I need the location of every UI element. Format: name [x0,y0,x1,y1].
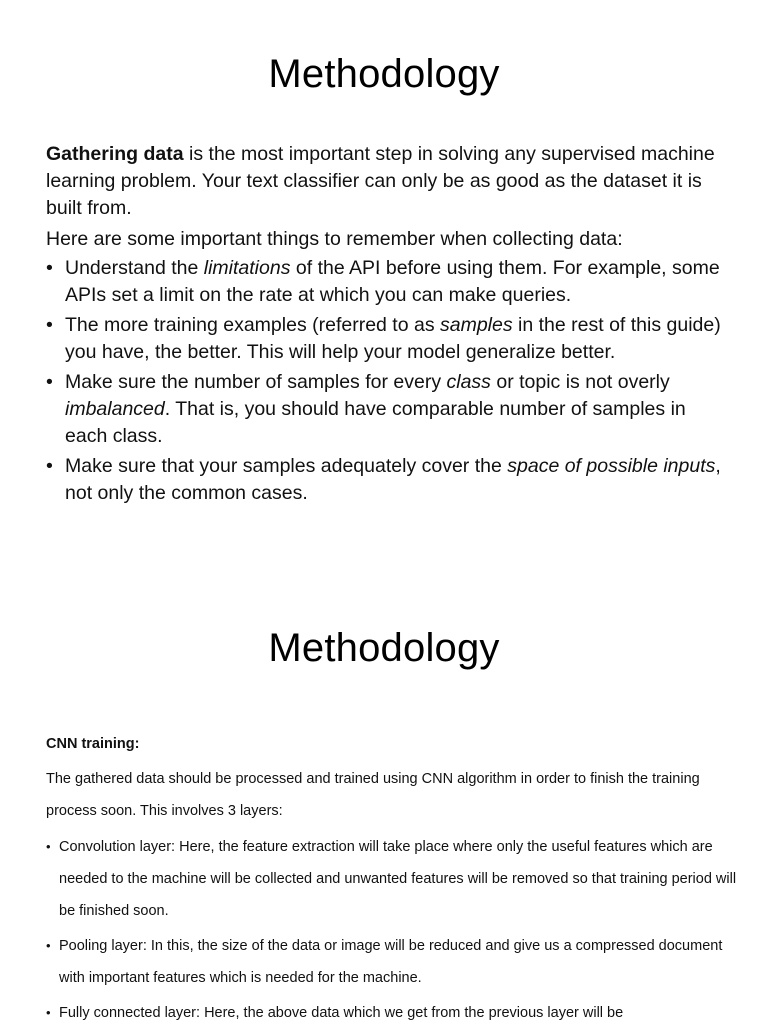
list-item-text: Fully connected layer: Here, the above data which we get from the previous layer will be [59,1005,624,1021]
list-item-text: , not only the common cases. [65,455,721,504]
list-item-text: in the rest of this guide) you have, the better. This will help your model generalize better. [65,314,721,363]
list-item [46,930,746,994]
paragraph [46,141,726,222]
slide-body [46,141,726,510]
list-item-text: or topic is not overly [490,371,670,393]
list-item-text: The more training examples (referred to as [65,314,440,336]
paragraph: The gathered data should be processed and trained using CNN algorithm in order to finish the training process soon. This involves 3 layers: [46,771,700,819]
list-item [46,831,746,927]
list-item-text: Convolution layer: Here, the feature extraction will take place where only the useful features which are needed to the machine will be collected and unwanted features will be removed so that training period will be finished soon. [59,839,737,919]
bullet-icon: • [46,938,51,953]
paragraph-text: is the most important step in solving any supervised machine learning problem. Your text classifier can only be as good as the dataset it is built from. [46,143,715,219]
list-item-text: of the API before using them. For example, some APIs set a limit on the rate at which you can make queries. [65,257,720,306]
slide-title: Methodology [268,52,500,96]
slide-body [46,728,746,1032]
list-item [46,312,726,366]
list-item [46,369,726,450]
emphasis: samples [440,314,513,336]
emphasis: space of possible inputs [507,455,716,477]
list-item-text: Pooling layer: In this, the size of the data or image will be reduced and give us a compressed document with important features which is needed for the machine. [59,938,723,986]
emphasis: imbalanced [65,398,165,420]
bullet-icon: • [46,257,53,279]
emphasis: class [446,371,491,393]
bullet-icon: • [46,455,53,477]
list-item [46,997,746,1029]
list-item-text: . That is, you should have comparable number of samples in each class. [65,398,686,447]
bullet-icon: • [46,371,53,393]
bullet-icon: • [46,1005,51,1020]
section-heading: CNN training: [46,736,140,752]
bold-lead: Gathering data [46,143,184,165]
list-item [46,255,726,309]
list-item [46,453,726,507]
bullet-list [46,255,726,507]
bullet-icon: • [46,839,51,854]
slide-2 [0,576,768,1024]
slide-title: Methodology [268,626,500,670]
list-item-text: Make sure the number of samples for every [65,371,447,393]
bullet-icon: • [46,314,53,336]
emphasis: limitations [203,257,291,279]
bullet-list [46,831,746,1029]
list-item-text: Make sure that your samples adequately cover the [65,455,508,477]
paragraph: Here are some important things to remember when collecting data: [46,228,623,250]
list-item-text: Understand the [65,257,204,279]
